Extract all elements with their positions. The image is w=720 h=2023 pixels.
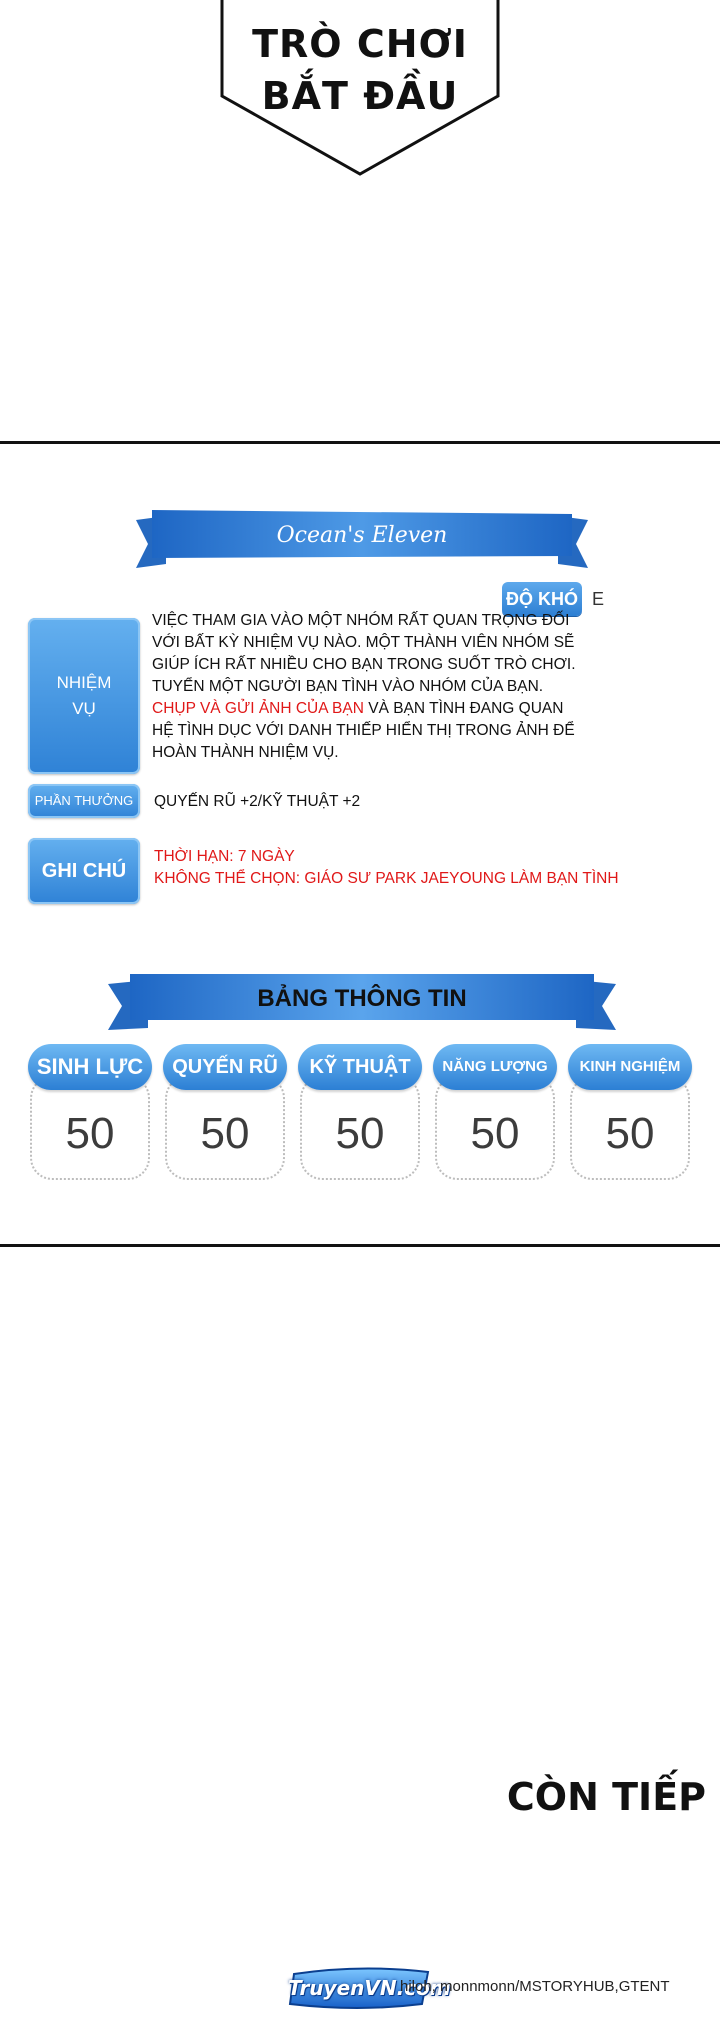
bubble-line-2: BẮT ĐẦU (261, 74, 459, 118)
stat-value: 50 (335, 1109, 385, 1158)
stat-value: 50 (470, 1109, 520, 1158)
credit-text: hiloh, monnmonn/MSTORYHUB,GTENT (400, 1978, 670, 1995)
bubble-line-1: TRÒ CHƠI (252, 22, 468, 66)
mission-text-highlight: CHỤP VÀ GỬI ẢNH CỦA BẠN (152, 700, 364, 717)
stat-value: 50 (605, 1109, 655, 1158)
site-logo-text: TruyenVN.com (288, 1976, 451, 2000)
difficulty-badge: ĐỘ KHÓ (502, 582, 582, 616)
stat-card-energy (433, 1044, 557, 1180)
note-text (154, 846, 619, 890)
stat-label: KỸ THUẬT (298, 1044, 422, 1090)
reward-label: PHẦN THƯỞNG (28, 784, 140, 818)
stat-card-charm (163, 1044, 287, 1180)
stat-card-experience (568, 1044, 692, 1180)
stat-card-skill (298, 1044, 422, 1180)
stat-label: KINH NGHIỆM (568, 1044, 692, 1090)
difficulty-value: E (592, 589, 605, 609)
stats-title: BẢNG THÔNG TIN (257, 985, 467, 1012)
note-label: GHI CHÚ (28, 838, 140, 904)
bubble-text (222, 18, 498, 122)
quest-title: Ocean's Eleven (276, 523, 448, 548)
stat-value: 50 (200, 1109, 250, 1158)
stat-label: QUYẾN RŨ (163, 1044, 287, 1090)
bottom-divider (0, 1244, 720, 1247)
reward-text: QUYẾN RŨ +2/KỸ THUẬT +2 (154, 793, 361, 810)
note-line-1: THỜI HẠN: 7 NGÀY (154, 848, 295, 865)
mission-text-a: VIỆC THAM GIA VÀO MỘT NHÓM RẤT QUAN TRỌNG ĐỐI VỚI BẤT KỲ NHIỆM VỤ NÀO. MỘT THÀNH VIÊN NHÓM SẼ GIÚP ÍCH RẤT NHIỀU CHO BẠN TRONG SUỐT TRÒ CHƠI. TUYỂN MỘT NGƯỜI BẠN TÌNH VÀO NHÓM CỦA BẠN. (152, 612, 576, 695)
stat-card-vitality (28, 1044, 152, 1180)
mission-label-line-1: NHIỆM (56, 673, 112, 692)
note-line-2: KHÔNG THỂ CHỌN: GIÁO SƯ PARK JAEYOUNG LÀM BẠN TÌNH (154, 870, 619, 887)
to-be-continued: CÒN TIẾP (506, 1775, 706, 1819)
mission-label (28, 618, 140, 774)
top-divider (0, 441, 720, 444)
mission-description (152, 610, 582, 764)
stat-label: NĂNG LƯỢNG (433, 1044, 557, 1090)
mission-label-line-2: VỤ (72, 699, 96, 718)
mission-text-b: VÀ BẠN TÌNH ĐANG QUAN HỆ TÌNH DỤC VỚI DANH THIẾP HIỂN THỊ TRONG ẢNH ĐỂ HOÀN THÀNH NHIỆM VỤ. (152, 700, 575, 761)
stat-label: SINH LỰC (28, 1044, 152, 1090)
stat-value: 50 (65, 1109, 115, 1158)
